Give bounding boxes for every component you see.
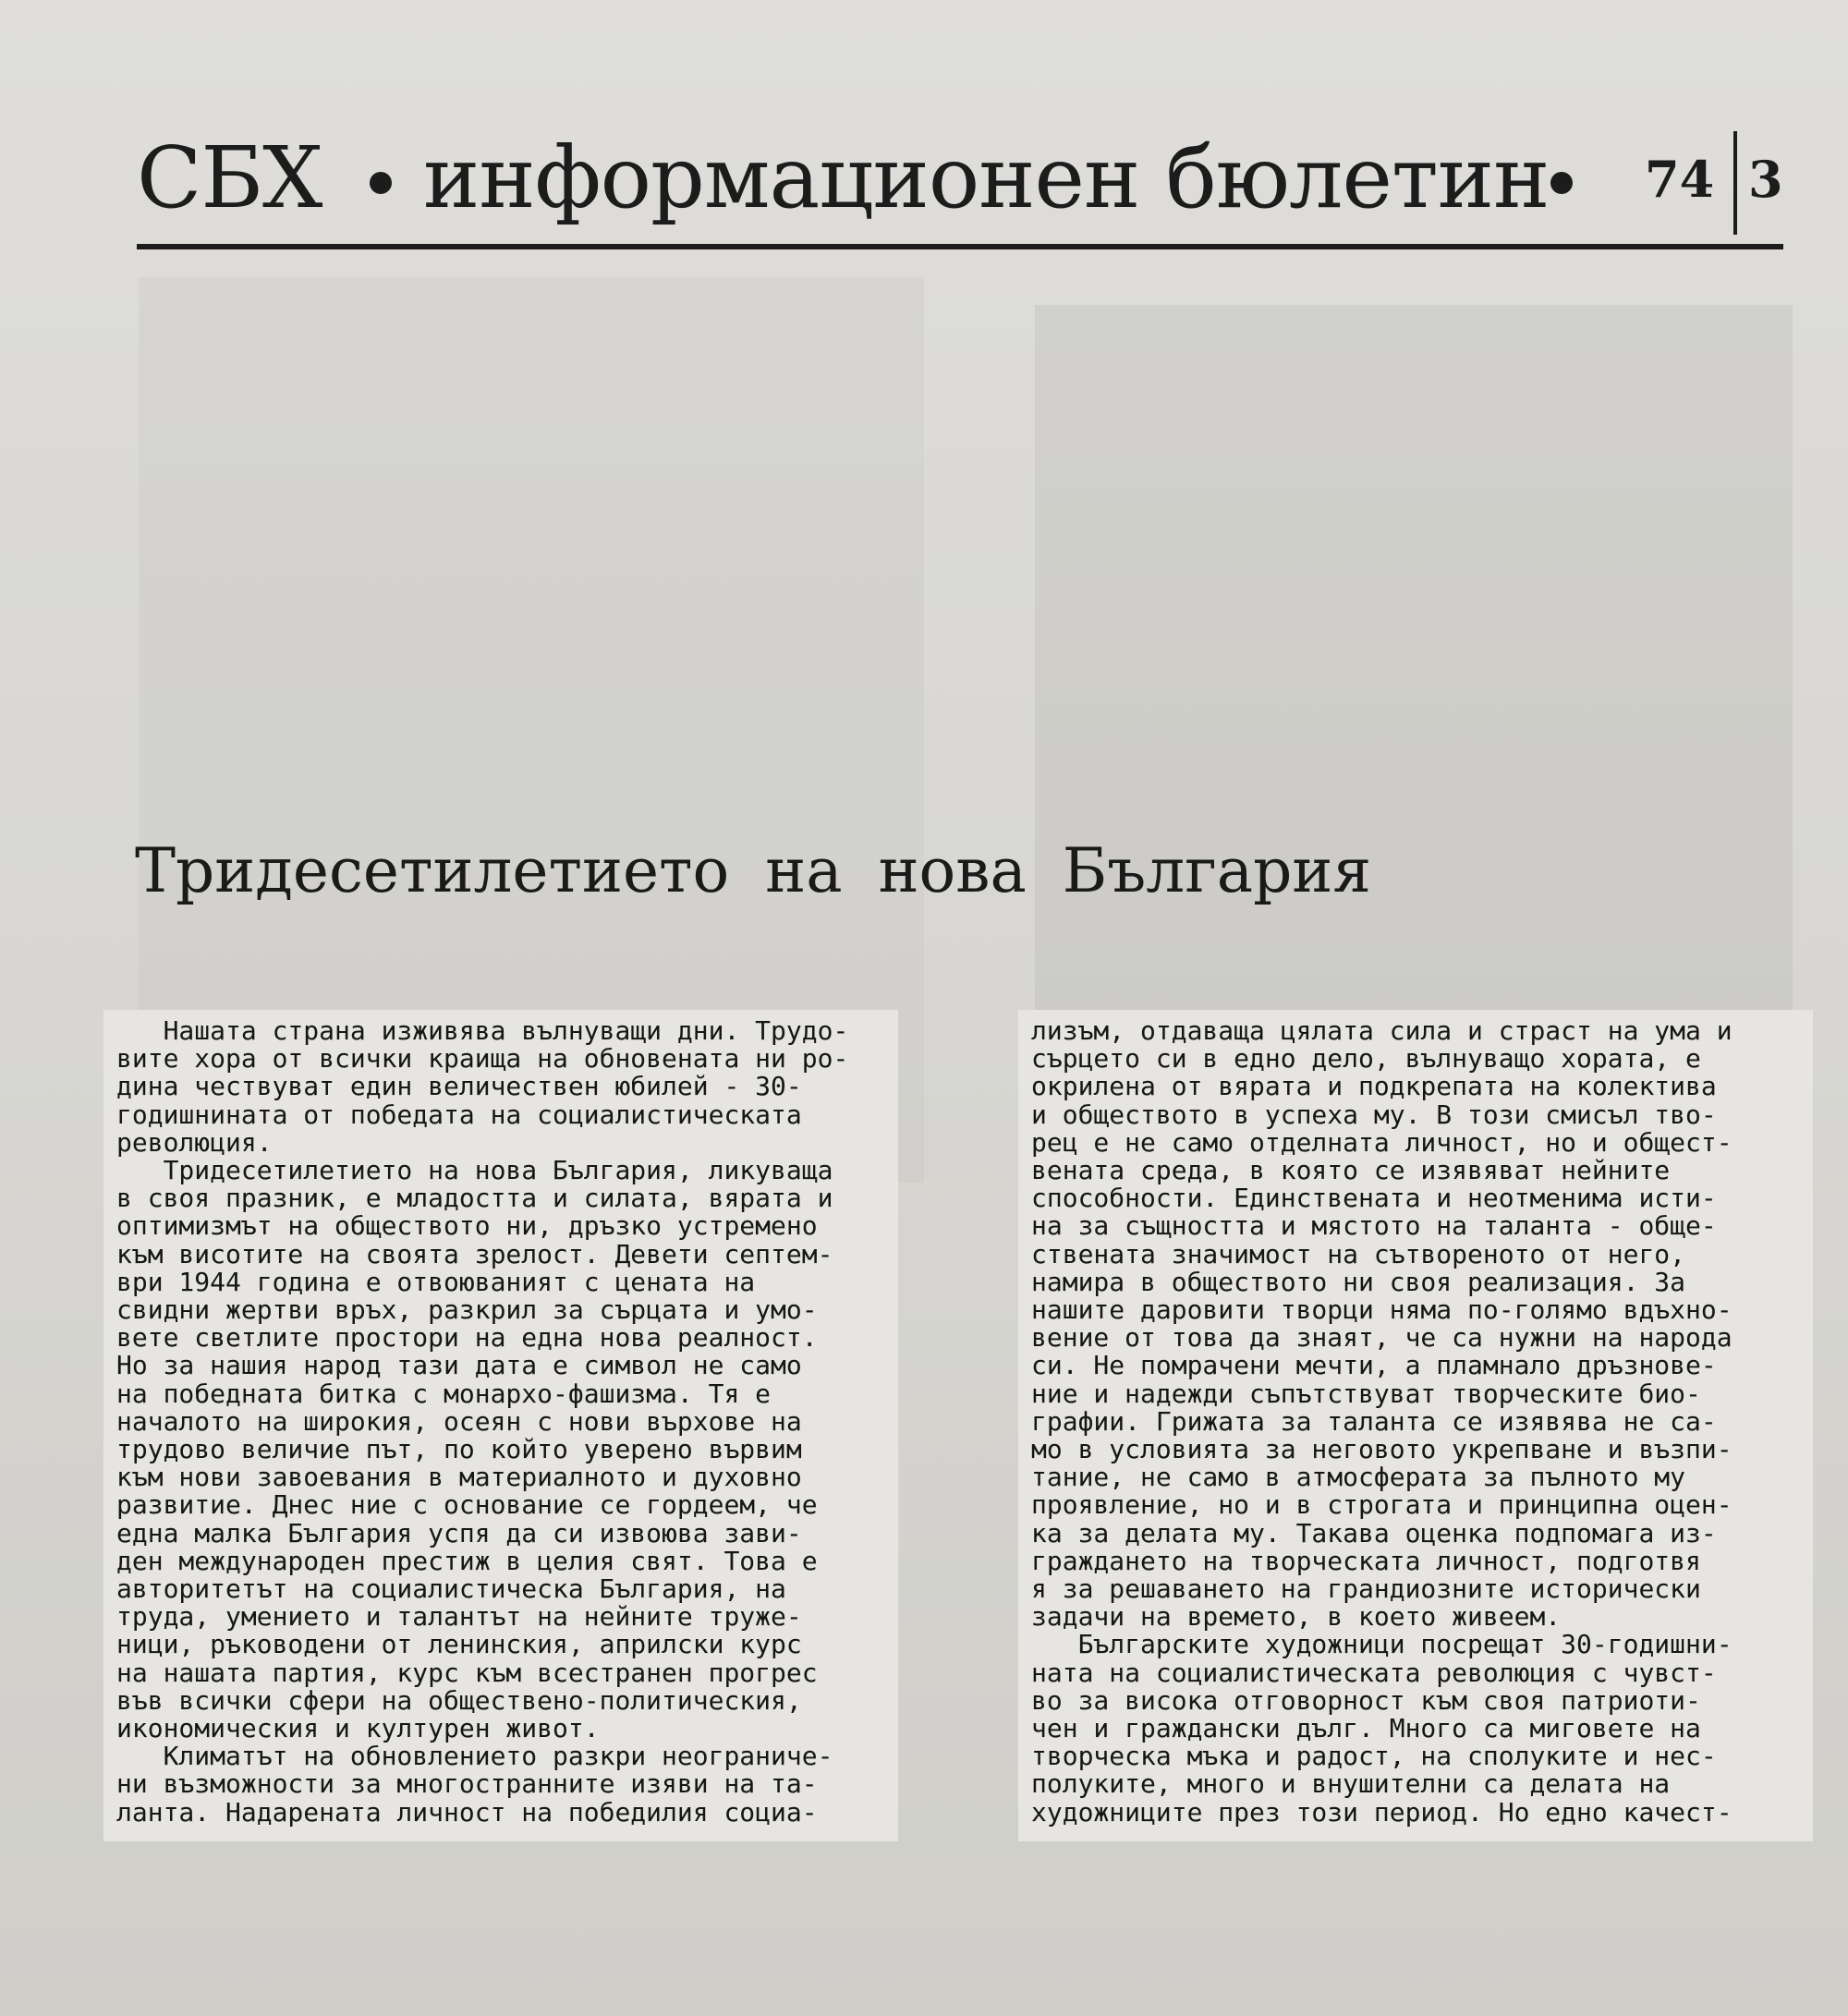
text-line: лизъм, отдаваща цялата сила и страст на ума и <box>1031 1015 1732 1046</box>
text-line: ници, ръководени от ленинския, априлски курс <box>116 1629 802 1660</box>
text-line: вете светлите простори на една нова реалност. <box>116 1322 818 1354</box>
text-line: чен и граждански дълг. Много са миговете на <box>1031 1713 1701 1744</box>
text-line: революция. <box>116 1126 273 1158</box>
text-line: оптимизмът на обществото ни, дръзко устремено <box>116 1210 818 1242</box>
text-line: авторитетът на социалистическа България, на <box>116 1573 786 1605</box>
text-column-left <box>103 1010 898 1841</box>
text-line: Българските художници посрещат 30-годишни- <box>1031 1629 1732 1660</box>
text-line: творческа мъка и радост, на сполуките и нес- <box>1031 1741 1717 1772</box>
text-line: ден международен престиж в целия свят. Това е <box>116 1545 818 1576</box>
text-line: ни възможности за многостранните изяви на та- <box>116 1768 818 1800</box>
text-line: на за същността и мястото на таланта - обще- <box>1031 1210 1717 1242</box>
text-line: в своя празник, е младостта и силата, вярата и <box>116 1183 833 1214</box>
text-line: ка за делата му. Такава оценка подпомага из- <box>1031 1517 1717 1548</box>
text-line: тание, не само в атмосферата за пълното му <box>1031 1462 1686 1493</box>
text-line: началото на широкия, осеян с нови върхове на <box>116 1405 802 1437</box>
text-line: нашите даровити творци няма по-голямо вдъхно- <box>1031 1294 1732 1326</box>
masthead-publication: СБХ <box>137 128 322 227</box>
text-line: Нашата страна изживява вълнуващи дни. Трудо- <box>116 1015 849 1046</box>
text-line: във всички сфери на обществено-политическия, <box>116 1684 802 1716</box>
masthead-subtitle: информационен бюлетин <box>423 128 1550 227</box>
bullet-separator <box>1550 172 1573 194</box>
text-line: свидни жертви връх, разкрил за сърцата и умо- <box>116 1294 818 1326</box>
text-line: трудово величие път, по който уверено вървим <box>116 1434 802 1465</box>
text-line: художниците през този период. Но едно качест- <box>1031 1796 1732 1828</box>
text-line: ври 1944 година е отвоюваният с цената на <box>116 1266 756 1297</box>
article-title: Тридесетилетието на нова България <box>135 835 1372 906</box>
show-through-shadow <box>1035 305 1793 1118</box>
text-line: към нови завоевания в материалното и духовно <box>116 1462 802 1493</box>
text-line: во за висока отговорност към своя патриоти- <box>1031 1684 1701 1716</box>
text-line: я за решаването на грандиозните исторически <box>1031 1573 1701 1605</box>
text-line: на победната битка с монархо-фашизма. Тя е <box>116 1378 772 1409</box>
text-line: полуките, много и внушителни са делата на <box>1031 1768 1671 1800</box>
text-line: проявление, но и в строгата и принципна оцен- <box>1031 1489 1732 1521</box>
text-line: вената среда, в която се изявяват нейните <box>1031 1155 1671 1186</box>
text-line: намира в обществото ни своя реализация. За <box>1031 1266 1686 1297</box>
issue-number: 3 <box>1748 150 1783 209</box>
text-line: рец е не само отделната личност, но и общест- <box>1031 1126 1732 1158</box>
text-line: труда, умението и талантът на нейните труже- <box>116 1601 802 1633</box>
text-line: задачи на времето, в което живеем. <box>1031 1601 1562 1633</box>
text-line: Тридесетилетието на нова България, ликуваща <box>116 1155 833 1186</box>
text-line: Но за нашия народ тази дата е символ не само <box>116 1350 802 1381</box>
masthead-rule <box>137 244 1783 249</box>
text-line: икономическия и културен живот. <box>116 1713 600 1744</box>
masthead <box>137 128 1783 238</box>
text-line: ната на социалистическата революция с чувст- <box>1031 1657 1717 1688</box>
text-line: към висотите на своята зрелост. Девети септем- <box>116 1238 833 1269</box>
text-line: сърцето си в едно дело, вълнуващо хората, е <box>1031 1043 1701 1075</box>
text-line: си. Не помрачени мечти, а пламнало дръзнове- <box>1031 1350 1717 1381</box>
issue-year: 74 <box>1645 150 1715 209</box>
bullet-separator <box>370 172 392 194</box>
text-line: графии. Грижата за таланта се изявява не са- <box>1031 1405 1717 1437</box>
text-line: вение от това да знаят, че са нужни на народа <box>1031 1322 1732 1354</box>
text-line: Климатът на обновлението разкри неограниче- <box>116 1741 833 1772</box>
text-line: и обществото в успеха му. В този смисъл тво- <box>1031 1099 1717 1130</box>
text-line: мо в условията за неговото укрепване и възпи- <box>1031 1434 1732 1465</box>
text-line: една малка България успя да си извоюва зави- <box>116 1517 802 1548</box>
text-line: окрилена от вярата и подкрепата на колектива <box>1031 1071 1717 1102</box>
text-line: граждането на творческата личност, подготвя <box>1031 1545 1701 1576</box>
text-line: ствената значимост на сътвореното от него, <box>1031 1238 1686 1269</box>
text-line: дина чествуват един величествен юбилей - 30- <box>116 1071 802 1102</box>
text-line: развитие. Днес ние с основание се гордеем, че <box>116 1489 818 1521</box>
text-line: способности. Единствената и неотменима исти- <box>1031 1183 1717 1214</box>
text-line: годишнината от победата на социалистическата <box>116 1099 802 1130</box>
text-line: ланта. Надарената личност на победилия социа- <box>116 1796 818 1828</box>
text-line: на нашата партия, курс към всестранен прогрес <box>116 1657 818 1688</box>
issue-divider <box>1733 131 1737 235</box>
text-line: ние и надежди съпътствуват творческите био- <box>1031 1378 1701 1409</box>
text-line: вите хора от всички краища на обновената ни ро- <box>116 1043 849 1075</box>
text-column-right <box>1018 1010 1813 1841</box>
